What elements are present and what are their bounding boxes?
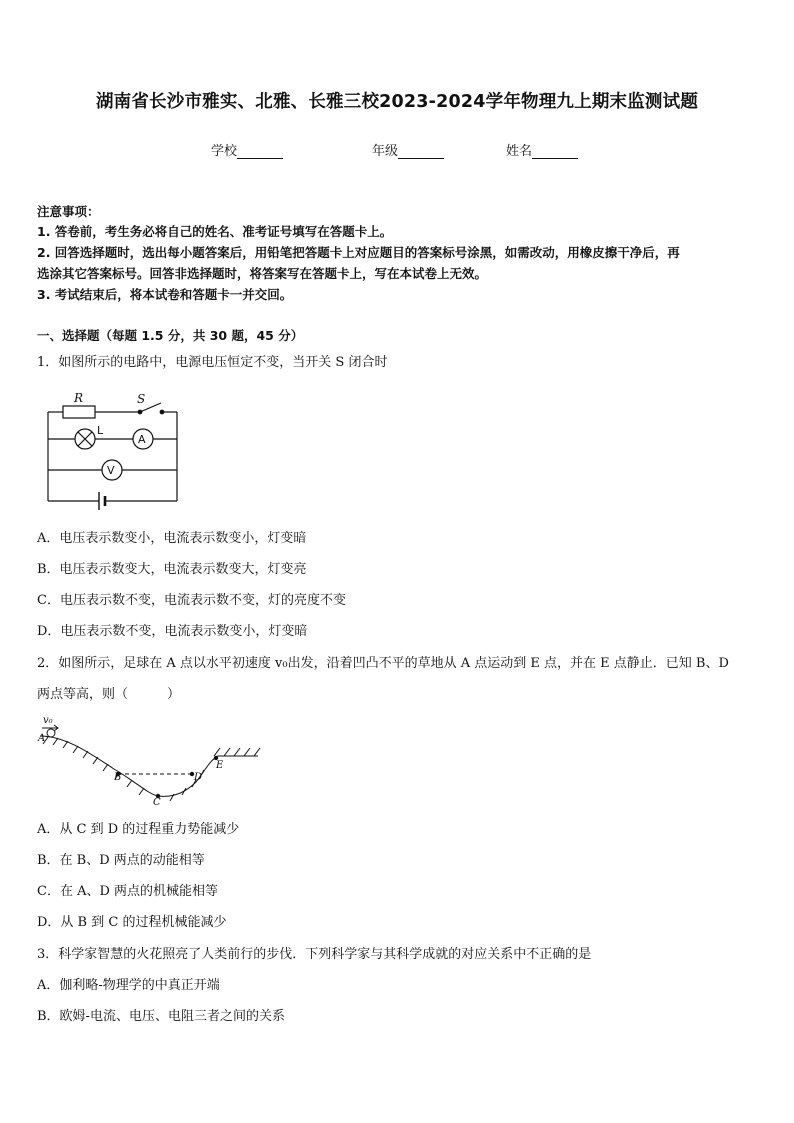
q1-option-b: B．电压表示数变大，电流表示数变大，灯变亮 bbox=[37, 562, 307, 577]
school-blank bbox=[237, 144, 283, 159]
name-field bbox=[506, 140, 578, 159]
name-label: 姓名 bbox=[506, 144, 533, 159]
q1-option-a: A．电压表示数变小，电流表示数变小，灯变暗 bbox=[37, 531, 307, 546]
voltmeter-label: V bbox=[107, 464, 115, 477]
lamp-label: L bbox=[97, 424, 104, 437]
notice-item-2: 2. 回答选择题时，选出每小题答案后，用铅笔把答题卡上对应题目的答案标号涂黑，如需改动，用橡皮擦干净后，再 bbox=[37, 245, 680, 260]
grade-label: 年级 bbox=[372, 144, 399, 159]
q2-option-c: C．在 A、D 两点的机械能相等 bbox=[37, 884, 219, 899]
school-label: 学校 bbox=[211, 144, 238, 159]
ammeter-label: A bbox=[138, 433, 146, 446]
grade-blank bbox=[398, 144, 444, 159]
question-2-stem: 2．如图所示，足球在 A 点以水平初速度 v₀出发，沿着凹凸不平的草地从 A 点运动到 E 点，并在 E 点静止．已知 B、D bbox=[37, 656, 729, 671]
school-field bbox=[211, 140, 283, 159]
question-2-stem-cont: 两点等高，则（ ） bbox=[37, 687, 181, 702]
terrain-diagram bbox=[36, 714, 262, 806]
grade-field bbox=[372, 140, 444, 159]
point-e-label: E bbox=[216, 760, 224, 771]
notice-item-2-cont: 选涂其它答案标号。回答非选择题时，将答案写在答题卡上，写在本试卷上无效。 bbox=[37, 266, 488, 281]
circuit-diagram bbox=[40, 390, 185, 515]
section-heading: 一、选择题（每题 1.5 分，共 30 题，45 分） bbox=[37, 328, 304, 343]
page-title: 湖南省长沙市雅实、北雅、长雅三校2023-2024学年物理九上期末监测试题 bbox=[95, 92, 699, 112]
q2-option-a: A．从 C 到 D 的过程重力势能减少 bbox=[37, 822, 240, 837]
question-3-stem: 3．科学家智慧的火花照亮了人类前行的步伐．下列科学家与其科学成就的对应关系中不正确的是 bbox=[37, 947, 592, 962]
q2-option-b: B．在 B、D 两点的动能相等 bbox=[37, 853, 205, 868]
q1-option-c: C．电压表示数不变，电流表示数不变，灯的亮度不变 bbox=[37, 593, 346, 608]
point-b-label: B bbox=[114, 772, 122, 783]
point-d-label: D bbox=[194, 772, 203, 783]
velocity-label: v₀ bbox=[43, 715, 53, 726]
resistor-label: R bbox=[74, 391, 84, 405]
q2-option-d: D．从 B 到 C 的过程机械能减少 bbox=[37, 915, 227, 930]
point-c-label: C bbox=[153, 797, 161, 806]
notice-item-3: 3. 考试结束后，将本试卷和答题卡一并交回。 bbox=[37, 287, 293, 302]
q3-option-a: A．伽利略-物理学的中真正开端 bbox=[37, 978, 220, 993]
notice-item-1: 1. 答卷前，考生务必将自己的姓名、准考证号填写在答题卡上。 bbox=[37, 224, 393, 239]
q1-option-d: D．电压表示数不变，电流表示数变小，灯变暗 bbox=[37, 624, 308, 639]
point-a-label: A bbox=[38, 733, 46, 744]
name-blank bbox=[532, 144, 578, 159]
q3-option-b: B．欧姆-电流、电压、电阻三者之间的关系 bbox=[37, 1009, 285, 1024]
question-1-stem: 1．如图所示的电路中，电源电压恒定不变，当开关 S 闭合时 bbox=[37, 355, 388, 370]
switch-label: S bbox=[137, 392, 146, 406]
notice-title: 注意事项： bbox=[37, 204, 100, 219]
